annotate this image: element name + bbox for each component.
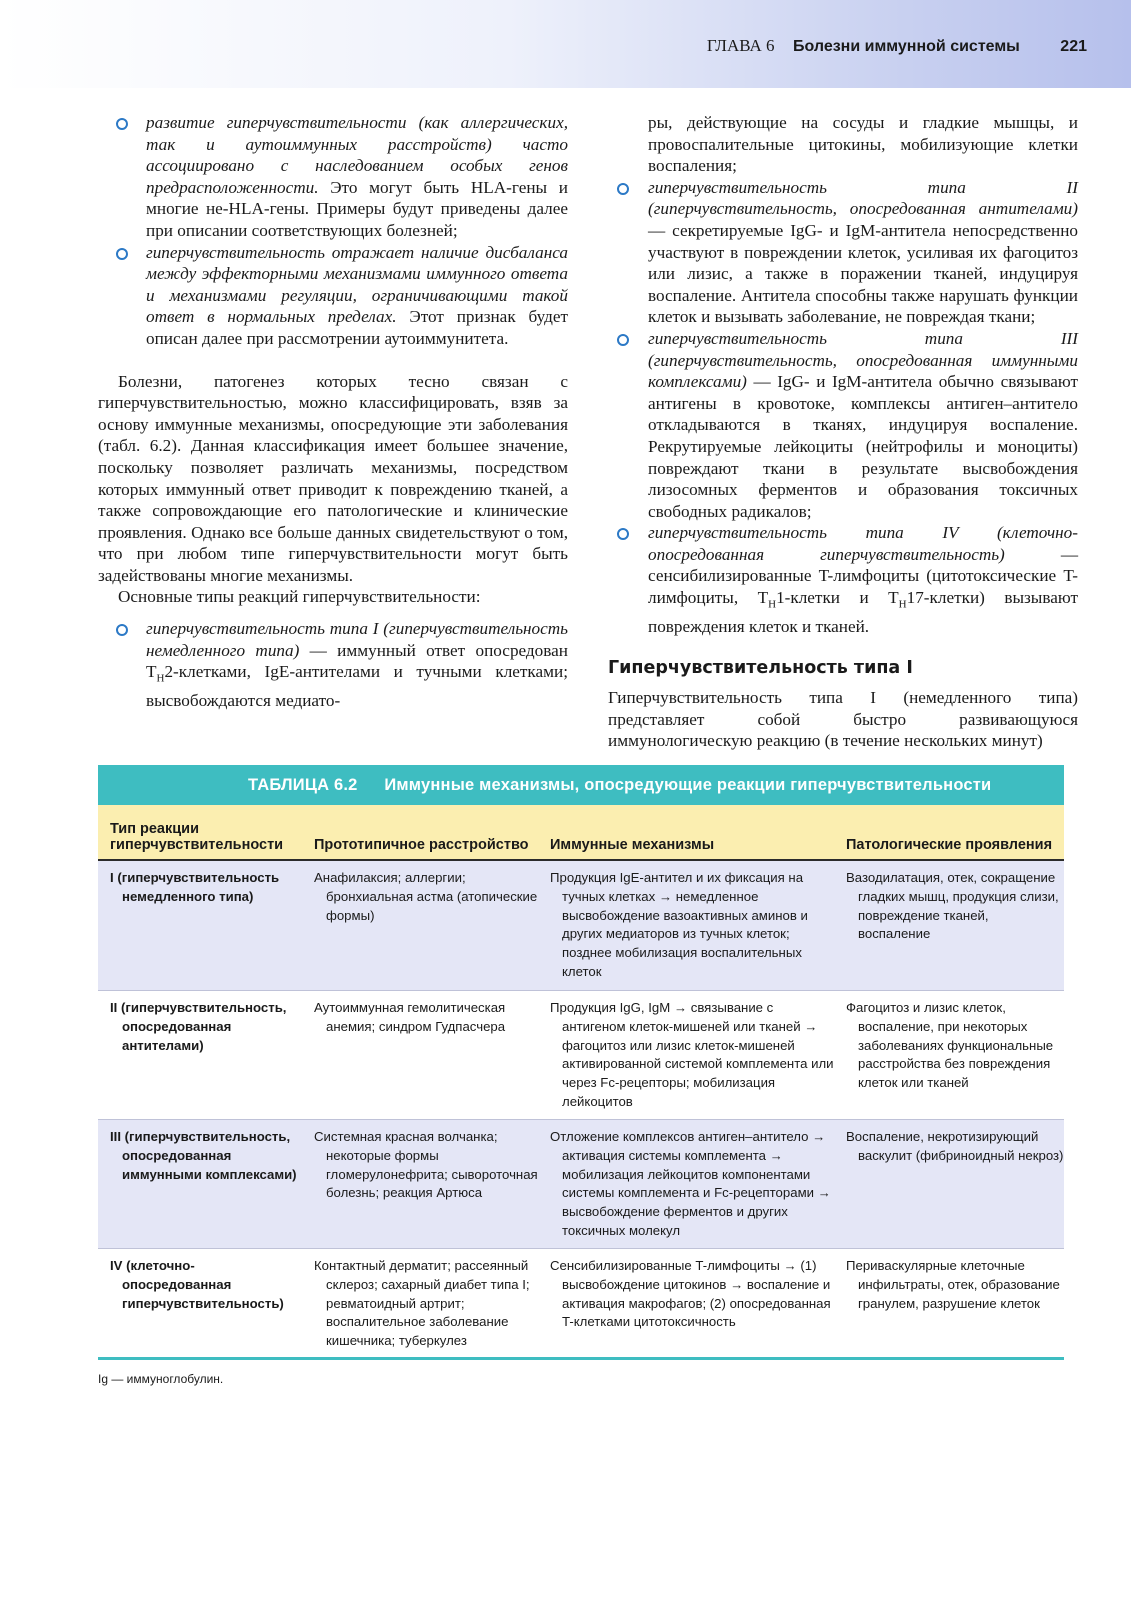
bullet-icon xyxy=(617,528,629,540)
table-row xyxy=(98,1248,1064,1357)
bullet-text-italic: гиперчувствительность типа IV (клеточно-опосредованная гиперчувствительность) xyxy=(648,523,1078,564)
list-item xyxy=(98,242,568,350)
bullet-text-italic: гиперчувствительность отражает наличие дисбаланса между эффекторными механизмами иммунного ответа и механизмами регуляции, ограничивающими такой ответ в нормальных пределах. xyxy=(146,242,568,327)
cell-type: III (гиперчувствительность, опосредованная иммунными комплексами) xyxy=(110,1129,297,1182)
bullet-text: Этот признак будет описан далее при рассмотрении аутоиммунитета. xyxy=(146,307,568,348)
cell-pathology: Вазодилатация, отек, сокращение гладких мышц, продукция слизи, повреждение тканей, воспаление xyxy=(846,870,1059,942)
chapter-title: Болезни иммунной системы xyxy=(792,38,1020,55)
cell-disorder: Анафилаксия; аллергии; бронхиальная астма (атопические формы) xyxy=(314,870,538,923)
table-header-row xyxy=(98,805,1064,861)
bullet-text: — иммунный ответ опосредован T xyxy=(146,640,568,682)
chapter-label: ГЛАВА 6 xyxy=(706,36,775,55)
subscript: H xyxy=(768,598,777,611)
cell-mechanism: Продукция IgG, IgM → связывание с антигеном клеток-мишеней или тканей → фагоцитоз или лизис клеток-мишеней активированной системой комплемента или через Fc-рецепторы; мобилизация лейкоцитов xyxy=(550,1000,834,1109)
bullet-text: Это могут быть HLA-гены и многие не-HLA-гены. Примеры будут приведены далее при описании соответствующих болезней; xyxy=(146,177,568,240)
body-paragraph: Основные типы реакций гиперчувствительности: xyxy=(118,587,481,607)
bullet-text: 17-клетки) вызывают повреждения клеток и тканей. xyxy=(648,588,1078,637)
cell-type: IV (клеточно-опосредованная гиперчувствительность) xyxy=(110,1258,284,1311)
body-paragraph: Болезни, патогенез которых тесно связан с гиперчувствительностью, можно классифицировать, взяв за основу иммунные механизмы, опосредующие эти заболевания (табл. 6.2). Данная классификация имеет большее значение, поскольку позволяет различать механизмы, посредством которых иммунный ответ приводит к повреждению тканей, а также сопровождающие его патологические и клинические проявления. Однако все больше данных свидетельствуют о том, что при любом типе гиперчувствительности могут быть задействованы многие механизмы. xyxy=(98,371,568,585)
table-6-2 xyxy=(98,765,1064,1386)
bullet-icon xyxy=(116,248,128,260)
body-paragraph: Гиперчувствительность типа I (немедленного типа) представляет собой быстро развивающуюся иммунологическую реакцию (в течение нескольких минут) xyxy=(608,688,1078,751)
bullet-icon xyxy=(116,118,128,130)
bullet-text-italic: гиперчувствительность типа II (гиперчувствительность, опосредованная антителами) xyxy=(648,177,1078,219)
table-footnote: Ig — иммуноглобулин. xyxy=(98,1372,224,1386)
bullet-text: 1-клетки и T xyxy=(776,588,899,608)
list-item xyxy=(608,522,1078,637)
list-item xyxy=(98,112,568,242)
bullet-text: — IgG- и IgM-антитела обычно связывают антигены в кровотоке, комплексы антиген–антитело откладываются в тканях, индуцируя воспаление. Рекрутируемые лейкоциты (нейтрофилы и моноциты) повреждают ткани в результате высвобождения лизосомных ферментов и образования токсичных свободных радикалов; xyxy=(648,372,1078,521)
bullet-text-italic: развитие гиперчувствительности (как аллергических, так и аутоиммунных расстройств) часто ассоциировано с наследованием особых генов предрасположенности. xyxy=(146,113,568,197)
cell-disorder: Системная красная волчанка; некоторые формы гломерулонефрита; сывороточная болезнь; реакция Артюса xyxy=(314,1129,538,1201)
list-item xyxy=(608,328,1078,522)
bullet-text: 2-клетками, IgE-антителами и тучными клетками; высвобождаются медиато- xyxy=(146,662,568,711)
cell-pathology: Фагоцитоз и лизис клеток, воспаление, при некоторых заболеваниях функциональные расстройства без повреждения клеток или тканей xyxy=(846,1000,1054,1091)
list-item xyxy=(608,177,1078,328)
cell-pathology: Периваскулярные клеточные инфильтраты, отек, образование гранулем, разрушение клеток xyxy=(846,1258,1060,1311)
continued-text: ры, действующие на сосуды и гладкие мышцы, и провоспалительные цитокины, мобилизующие клетки воспаления; xyxy=(648,113,1078,176)
subscript: H xyxy=(898,598,907,611)
bullet-icon xyxy=(617,334,629,346)
subscript: H xyxy=(156,672,165,685)
section-heading: Гиперчувствительность типа I xyxy=(608,657,913,678)
cell-disorder: Контактный дерматит; рассеянный склероз; сахарный диабет типа I; ревматоидный артрит; воспалительное заболевание кишечника; туберкулез xyxy=(314,1258,530,1349)
cell-mechanism: Продукция IgE-антител и их фиксация на тучных клетках → немедленное высвобождение вазоактивных аминов и других медиаторов из тучных клеток; позднее мобилизация воспалительных клеток xyxy=(550,870,808,979)
table-title-bar xyxy=(98,765,1064,805)
running-header xyxy=(707,36,1087,56)
cell-type: I (гиперчувствительность немедленного типа) xyxy=(110,870,280,904)
bullet-text-italic: гиперчувствительность типа III (гиперчувствительность, опосредованная иммунными комплексами) xyxy=(648,328,1078,392)
table-row xyxy=(98,861,1064,990)
bullet-text-italic: гиперчувствительность типа I (гиперчувствительность немедленного типа) xyxy=(146,619,568,660)
column-header: Тип реакции гиперчувствительности xyxy=(110,821,284,853)
cell-mechanism: Сенсибилизированные T-лимфоциты → (1) высвобождение цитокинов → воспаление и активация макрофагов; (2) опосредованная T-клетками цитотоксичность xyxy=(550,1258,831,1330)
table-row xyxy=(98,1119,1064,1248)
table-row xyxy=(98,990,1064,1119)
right-column xyxy=(608,112,1078,752)
left-column xyxy=(98,112,568,712)
column-header: Иммунные механизмы xyxy=(550,837,715,853)
table-number: ТАБЛИЦА 6.2 xyxy=(248,776,358,794)
bullet-text: — секретируемые IgG- и IgM-антитела непосредственно участвуют в повреждении клеток, усиливая их фагоцитоз или лизис, а также в поражении тканей, индуцируя воспаление. Антитела способны также нарушать функции клеток и вызывать заболевание, не повреждая ткани; xyxy=(648,220,1078,327)
cell-mechanism: Отложение комплексов антиген–антитело → активация системы комплемента → мобилизация лейкоцитов компонентами системы комплемента и Fc-рецепторами → высвобождение ферментов и других токсичных молекул xyxy=(550,1129,831,1238)
page-number: 221 xyxy=(1060,38,1087,55)
column-header: Прототипичное расстройство xyxy=(314,837,529,853)
bullet-icon xyxy=(116,624,128,636)
bullet-icon xyxy=(617,183,629,195)
cell-type: II (гиперчувствительность, опосредованная антителами) xyxy=(110,1000,287,1053)
bullet-text: — сенсибилизированные T-лимфоциты (цитотоксические T-лимфоциты, T xyxy=(648,544,1078,608)
table-title: Иммунные механизмы, опосредующие реакции гиперчувствительности xyxy=(384,776,992,794)
cell-pathology: Воспаление, некротизирующий васкулит (фибриноидный некроз) xyxy=(846,1129,1064,1163)
list-item xyxy=(98,618,568,712)
column-header: Патологические проявления xyxy=(846,837,1053,853)
table-bottom-rule xyxy=(98,1357,1064,1360)
cell-disorder: Аутоиммунная гемолитическая анемия; синдром Гудпасчера xyxy=(314,1000,506,1034)
